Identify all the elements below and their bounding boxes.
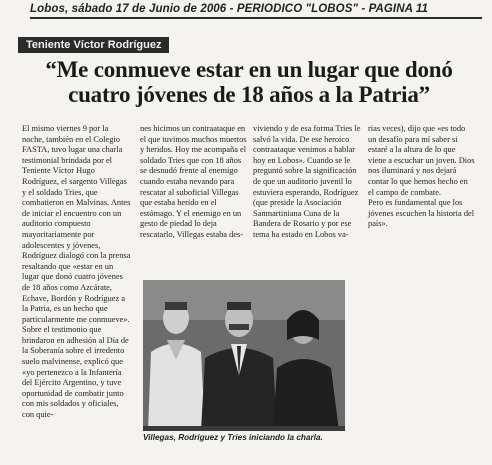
article-column-1 bbox=[22, 124, 132, 421]
photo-caption: Villegas, Rodríguez y Tries iniciando la charla. bbox=[143, 433, 323, 442]
photo-illustration bbox=[143, 280, 345, 431]
section-tag: Teniente Víctor Rodríguez bbox=[18, 37, 169, 53]
article-headline bbox=[14, 57, 484, 107]
headline-line-2: cuatro jóvenes de 18 años a la Patria” bbox=[68, 82, 430, 107]
masthead-rule bbox=[30, 17, 482, 19]
column-4-paragraph-1: rias veces), dijo que «es todo un desafío para mí saber si estaré a la altura de lo que viene a escuchar un joven. Dios nos iluminará y nos dejará contar lo que hemos hecho en el campo de combate. bbox=[368, 124, 475, 197]
column-1-text: El mismo viernes 9 por la noche, también en el Colegio FASTA, tuvo lugar una charla testimonial brindada por el Teniente Víctor Hugo Rodríguez, el sargento Villegas y el soldado Tries, que combatieron en Malvinas. Antes de iniciar el encuentro con un auditorio compuesto mayoritariamente por adolescentes y jóvenes, Rodríguez dialogó con la prensa resaltando que «estar en un lugar que donó cuatro jóvenes de 18 años como Azcárate, Echave, Bordón y Rodríguez a la Patria, es un hecho que particularmente me conmueve». Sobre el testimonio que brindaron en adhesión al Día de la Soberanía sobre el irredento suelo malvinense, explicó que «yo pertenezco a la Infantería del Ejército Argentino, y tuve oportunidad de combatir junto con mis soldados y oficiales, con quie- bbox=[22, 124, 131, 420]
column-4-paragraph-2: Pero es fundamental que los jóvenes escuchen la historia del país». bbox=[368, 198, 475, 229]
page-masthead: Lobos, sábado 17 de Junio de 2006 - PERIODICO "LOBOS" - PAGINA 11 bbox=[30, 3, 429, 15]
headline-line-1: “Me conmueve estar en un lugar que donó bbox=[45, 57, 453, 82]
article-photo bbox=[143, 280, 345, 431]
column-3-text: viviendo y de esa forma Tries le salvó la vida. De ese heroico contraataque venimos a hablar hoy en Lobos». Cuando se le preguntó sobre la significación de que un auditorio juvenil lo estuviera esperando, Rodríguez (que preside la Asociación Sanmartiniana Cuna de la Bandera de Rosario y por ese tema ha estado en Lobos va- bbox=[253, 124, 361, 239]
article-column-2 bbox=[140, 124, 248, 241]
column-2-text: nes hicimos un contraataque en el que tuvimos muchos muertos y heridos. Hoy me acompaña el soldado Tries que con 18 años se desnudó frente al enemigo cuando estaba nevando para rescatar al suboficial Villegas que estaba herido en el estómago. Y el enemigo en un gesto de piedad lo deja rescatarlo, Villegas estaba des- bbox=[140, 124, 247, 239]
article-column-4 bbox=[368, 124, 475, 230]
article-column-3 bbox=[253, 124, 363, 241]
